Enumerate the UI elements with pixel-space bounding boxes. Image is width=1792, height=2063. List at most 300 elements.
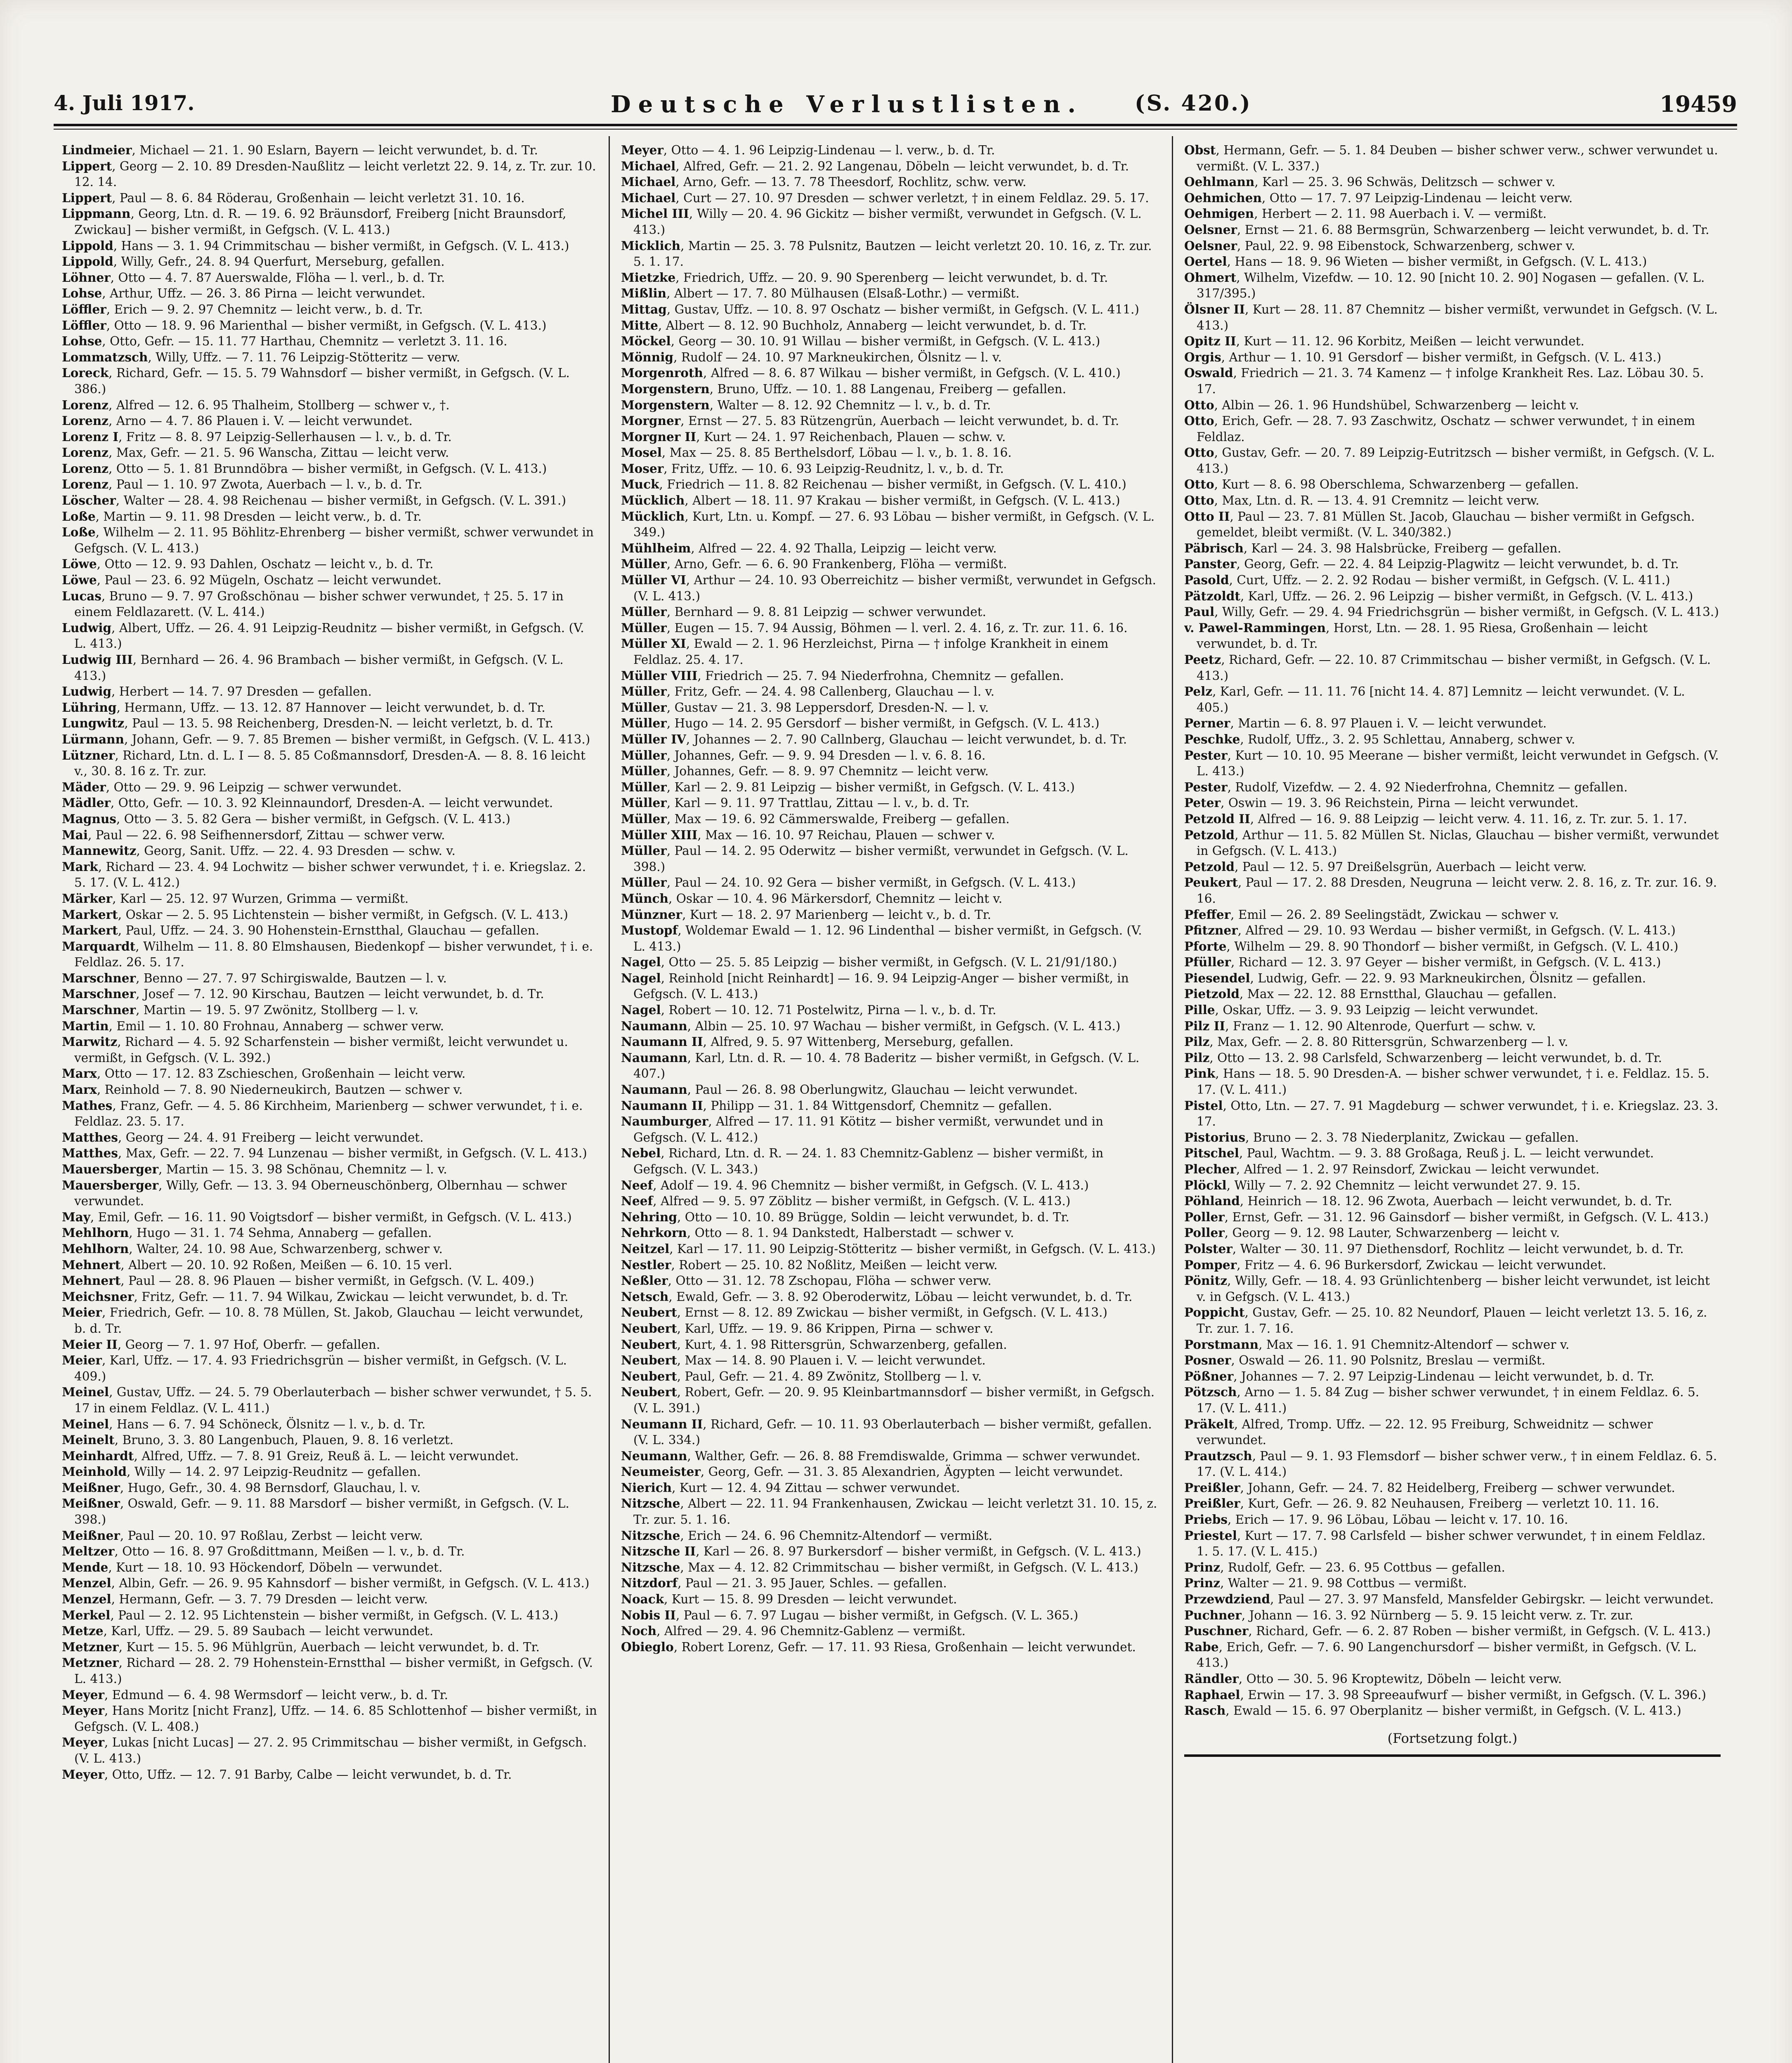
casualty-name: Marquardt <box>62 939 136 954</box>
casualty-entry: Ölsner II, Kurt — 28. 11. 87 Chemnitz — bisher vermißt, verwundet in Gefgsch. (V. L. 413.) <box>1184 302 1718 333</box>
casualty-name: Müller <box>621 620 667 635</box>
casualty-entry: Müller, Karl — 9. 11. 97 Trattlau, Zittau — l. v., b. d. Tr. <box>621 795 970 810</box>
casualty-entry: Otto II, Paul — 23. 7. 81 Müllen St. Jacob, Glauchau — bisher vermißt in Gefgsch. gemeldet, bleibt vermißt. (V. L. 340/382.) <box>1184 509 1695 540</box>
casualty-name: Matthes <box>62 1146 118 1161</box>
casualty-name: Nitzdorf <box>621 1576 678 1591</box>
casualty-name: Müller <box>621 700 667 715</box>
casualty-name: Mai <box>62 827 88 842</box>
casualty-entry: Löscher, Walter — 28. 4. 98 Reichenau — bisher vermißt, in Gefgsch. (V. L. 391.) <box>62 493 566 508</box>
casualty-name: Polster <box>1184 1241 1232 1256</box>
casualty-name: Petzold <box>1184 827 1235 842</box>
casualty-entry: Mannewitz, Georg, Sanit. Uffz. — 22. 4. 93 Dresden — schw. v. <box>62 843 456 858</box>
casualty-entry: Mitte, Albert — 8. 12. 90 Buchholz, Annaberg — leicht verwundet, b. d. Tr. <box>621 318 1087 333</box>
casualty-name: Loße <box>62 525 96 540</box>
casualty-name: Noack <box>621 1592 664 1607</box>
casualty-entry: Pätzoldt, Karl, Uffz. — 26. 2. 96 Leipzig — bisher vermißt, in Gefgsch. (V. L. 413.) <box>1184 588 1693 603</box>
casualty-name: Mehlhorn <box>62 1225 129 1240</box>
casualty-name: Neitzel <box>621 1241 670 1256</box>
casualty-name: Nagel <box>621 1003 661 1017</box>
casualty-name: Mehnert <box>62 1257 121 1272</box>
casualty-entry: Pötzsch, Arno — 1. 5. 84 Zug — bisher schwer verwundet, † in einem Feldlaz. 6. 5. 17. (V. L. 411.) <box>1184 1385 1700 1415</box>
casualty-entry: Neubert, Max — 14. 8. 90 Plauen i. V. — leicht verwundet. <box>621 1353 986 1368</box>
casualty-entry: Preißler, Johann, Gefr. — 24. 7. 82 Heidelberg, Freiberg — schwer verwundet. <box>1184 1480 1675 1495</box>
casualty-name: Marschner <box>62 987 136 1001</box>
casualty-entry: Neubert, Ernst — 8. 12. 89 Zwickau — bisher vermißt, in Gefgsch. (V. L. 413.) <box>621 1305 1107 1320</box>
casualty-name: Naumann <box>621 1018 687 1033</box>
casualty-name: Lorenz <box>62 477 109 492</box>
casualty-entry: Löhner, Otto — 4. 7. 87 Auerswalde, Flöha — l. verl., b. d. Tr. <box>62 270 445 285</box>
casualty-name: Neumann II <box>621 1416 703 1431</box>
casualty-name: Meinhardt <box>62 1448 134 1463</box>
casualty-name: Neubert <box>621 1337 677 1352</box>
header-rule-thin <box>54 129 1737 130</box>
casualty-entry: Mustopf, Woldemar Ewald — 1. 12. 96 Lindenthal — bisher vermißt, in Gefgsch. (V. L. 413.) <box>621 923 1142 954</box>
casualty-name: Marschner <box>62 1003 136 1017</box>
casualty-name: Pilz <box>1184 1034 1210 1049</box>
casualty-name: Peschke <box>1184 732 1240 746</box>
casualty-name: Neef <box>621 1178 653 1192</box>
casualty-name: Mehlhorn <box>62 1241 129 1256</box>
casualty-name: Löhner <box>62 270 111 285</box>
casualty-name: Pelz <box>1184 684 1213 699</box>
casualty-name: Pilz <box>1184 1050 1210 1065</box>
casualty-name: Otto <box>1184 397 1214 412</box>
casualty-name: Nehring <box>621 1209 678 1224</box>
casualty-name: Pink <box>1184 1066 1216 1081</box>
casualty-entry: Mehlhorn, Hugo — 31. 1. 74 Sehma, Annaberg — gefallen. <box>62 1225 432 1240</box>
casualty-name: Müller <box>621 843 667 858</box>
casualty-name: Posner <box>1184 1353 1231 1368</box>
casualty-name: Pößner <box>1184 1369 1234 1383</box>
casualty-name: Lorenz <box>62 413 109 428</box>
casualty-name: Pistorius <box>1184 1130 1246 1145</box>
casualty-entry: Müller, Johannes, Gefr. — 9. 9. 94 Dresden — l. v. 6. 8. 16. <box>621 748 986 762</box>
casualty-entry: Löwe, Paul — 23. 6. 92 Mügeln, Oschatz — leicht verwundet. <box>62 573 442 588</box>
column-1 <box>62 142 598 2063</box>
casualty-entry: Pester, Rudolf, Vizefdw. — 2. 4. 92 Niederfrohna, Chemnitz — gefallen. <box>1184 779 1628 794</box>
casualty-name: Mehnert <box>62 1273 121 1288</box>
casualty-name: Müller <box>621 811 667 826</box>
casualty-name: Netsch <box>621 1289 669 1304</box>
casualty-name: Naumann <box>621 1050 687 1065</box>
casualty-name: Pötzsch <box>1184 1385 1237 1400</box>
casualty-entry: Metzner, Kurt — 15. 5. 96 Mühlgrün, Auerbach — leicht verwundet, b. d. Tr. <box>62 1639 540 1654</box>
casualty-entry: Pönitz, Willy, Gefr. — 18. 4. 93 Grünlichtenberg — bisher leicht verwundet, ist leicht v. in Gefgsch. (V. L. 413.) <box>1184 1273 1710 1304</box>
casualty-name: Neumeister <box>621 1464 701 1479</box>
casualty-name: Neubert <box>621 1353 677 1368</box>
casualty-entry: Perner, Martin — 6. 8. 97 Plauen i. V. — leicht verwundet. <box>1184 716 1547 731</box>
casualty-name: Pester <box>1184 748 1228 762</box>
casualty-entry: Rasch, Ewald — 15. 6. 97 Oberplanitz — bisher vermißt, in Gefgsch. (V. L. 413.) <box>1184 1703 1681 1718</box>
casualty-entry: Mai, Paul — 22. 6. 98 Seifhennersdorf, Zittau — schwer verw. <box>62 827 445 842</box>
casualty-entry: Pistorius, Bruno — 2. 3. 78 Niederplanitz, Zwickau — gefallen. <box>1184 1130 1579 1145</box>
casualty-name: Oehmichen <box>1184 190 1262 205</box>
casualty-entry: Prinz, Rudolf, Gefr. — 23. 6. 95 Cottbus — gefallen. <box>1184 1560 1505 1574</box>
casualty-entry: Martin, Emil — 1. 10. 80 Frohnau, Annaberg — schwer verw. <box>62 1018 444 1033</box>
casualty-entry: Löffler, Erich — 9. 2. 97 Chemnitz — leicht verw., b. d. Tr. <box>62 302 423 316</box>
casualty-entry: Lorenz, Otto — 5. 1. 81 Brunndöbra — bisher vermißt, in Gefgsch. (V. L. 413.) <box>62 461 547 476</box>
casualty-entry: Rabe, Erich, Gefr. — 7. 6. 90 Langenchursdorf — bisher vermißt, in Gefgsch. (V. L. 413.) <box>1184 1639 1697 1670</box>
casualty-entry: Meier, Friedrich, Gefr. — 10. 8. 78 Müllen, St. Jakob, Glauchau — leicht verwundet, b. d. Tr. <box>62 1305 583 1336</box>
casualty-name: Obieglo <box>621 1639 674 1654</box>
casualty-entry: Peschke, Rudolf, Uffz., 3. 2. 95 Schlettau, Annaberg, schwer v. <box>1184 732 1575 746</box>
casualty-name: Nitzsche <box>621 1496 680 1511</box>
casualty-entry: Rändler, Otto — 30. 5. 96 Kroptewitz, Döbeln — leicht verw. <box>1184 1671 1562 1686</box>
casualty-entry: Morgenstern, Walter — 8. 12. 92 Chemnitz — l. v., b. d. Tr. <box>621 397 991 412</box>
casualty-entry: Meinelt, Bruno, 3. 3. 80 Langenbuch, Plauen, 9. 8. 16 verletzt. <box>62 1433 454 1447</box>
casualty-name: Mücklich <box>621 509 685 524</box>
casualty-entry: v. Pawel-Rammingen, Horst, Ltn. — 28. 1. 95 Riesa, Großenhain — leicht verwundet, b. d. Tr. <box>1184 620 1648 651</box>
casualty-name: Löwe <box>62 557 97 571</box>
casualty-entry: Neitzel, Karl — 17. 11. 90 Leipzig-Stötteritz — bisher vermißt, in Gefgsch. (V. L. 413.) <box>621 1241 1156 1256</box>
casualty-name: Müller IV <box>621 732 686 746</box>
casualty-entry: Naumburger, Alfred — 17. 11. 91 Kötitz — bisher vermißt, verwundet und in Gefgsch. (V. L. 412.) <box>621 1114 1103 1145</box>
casualty-name: Marwitz <box>62 1034 118 1049</box>
casualty-name: Merkel <box>62 1607 111 1622</box>
casualty-name: Morgner II <box>621 429 696 444</box>
casualty-name: Lippmann <box>62 206 131 221</box>
issue-date: 4. Juli 1917. <box>54 91 195 115</box>
casualty-name: Priebs <box>1184 1512 1228 1527</box>
casualty-entry: Orgis, Arthur — 1. 10. 91 Gersdorf — bisher vermißt, in Gefgsch. (V. L. 413.) <box>1184 349 1662 364</box>
casualty-entry: Oehmigen, Herbert — 2. 11. 98 Auerbach i. V. — vermißt. <box>1184 206 1547 221</box>
casualty-entry: Mücklich, Albert — 18. 11. 97 Krakau — bisher vermißt, in Gefgsch. (V. L. 413.) <box>621 493 1120 508</box>
casualty-name: Ohmert <box>1184 270 1237 285</box>
casualty-entry: Müller, Eugen — 15. 7. 94 Aussig, Böhmen — l. verl. 2. 4. 16, z. Tr. zur. 11. 6. 16. <box>621 620 1128 635</box>
casualty-entry: Müller, Fritz, Gefr. — 24. 4. 98 Callenberg, Glauchau — l. v. <box>621 684 995 699</box>
casualty-name: Ölsner II <box>1184 302 1245 316</box>
casualty-entry: Lippmann, Georg, Ltn. d. R. — 19. 6. 92 Bräunsdorf, Freiberg [nicht Braunsdorf, Zwickau] — bisher vermißt, in Gefgsch. (V. L. 413.) <box>62 206 567 237</box>
casualty-name: Ludwig III <box>62 652 133 667</box>
casualty-name: Pfüller <box>1184 955 1231 970</box>
casualty-name: Mark <box>62 859 98 874</box>
casualty-entry: Pilz II, Franz — 1. 12. 90 Altenrode, Querfurt — schw. v. <box>1184 1018 1536 1033</box>
casualty-entry: Müller, Gustav — 21. 3. 98 Leppersdorf, Dresden-N. — l. v. <box>621 700 989 715</box>
casualty-name: Nagel <box>621 955 661 970</box>
casualty-entry: Meyer, Otto — 4. 1. 96 Leipzig-Lindenau — l. verw., b. d. Tr. <box>621 143 995 157</box>
casualty-entry: Pasold, Curt, Uffz. — 2. 2. 92 Rodau — bisher vermißt, in Gefgsch. (V. L. 411.) <box>1184 573 1670 588</box>
casualty-name: Peukert <box>1184 875 1238 890</box>
casualty-name: Meltzer <box>62 1544 115 1559</box>
casualty-name: Lorenz <box>62 445 109 460</box>
casualty-name: Pilz II <box>1184 1018 1225 1033</box>
casualty-name: Meyer <box>62 1703 104 1718</box>
casualty-entry: Preißler, Kurt, Gefr. — 26. 9. 82 Neuhausen, Freiberg — verletzt 10. 11. 16. <box>1184 1496 1660 1511</box>
casualty-name: Müller <box>621 684 667 699</box>
casualty-entry: Plecher, Alfred — 1. 2. 97 Reinsdorf, Zwickau — leicht verwundet. <box>1184 1162 1600 1176</box>
casualty-entry: Neubert, Karl, Uffz. — 19. 9. 86 Krippen, Pirna — schwer v. <box>621 1321 994 1336</box>
casualty-entry: Merkel, Paul — 2. 12. 95 Lichtenstein — bisher vermißt, in Gefgsch. (V. L. 413.) <box>62 1607 559 1622</box>
casualty-name: Mittag <box>621 302 667 316</box>
casualty-entry: Müller, Johannes, Gefr. — 8. 9. 97 Chemnitz — leicht verw. <box>621 764 989 779</box>
casualty-entry: Obieglo, Robert Lorenz, Gefr. — 17. 11. 93 Riesa, Großenhain — leicht verwundet. <box>621 1639 1136 1654</box>
header-rule <box>54 124 1737 126</box>
casualty-name: Löscher <box>62 493 116 508</box>
casualty-name: Metzner <box>62 1655 119 1670</box>
casualty-entry: Marschner, Benno — 27. 7. 97 Schirgiswalde, Bautzen — l. v. <box>62 970 447 985</box>
casualty-name: Lützner <box>62 748 115 762</box>
casualty-entry: Müller, Max — 19. 6. 92 Cämmerswalde, Freiberg — gefallen. <box>621 811 1010 826</box>
casualty-entry: Meißner, Hugo, Gefr., 30. 4. 98 Bernsdorf, Glauchau, l. v. <box>62 1480 421 1495</box>
casualty-name: Petzold II <box>1184 811 1250 826</box>
casualty-name: Müller VIII <box>621 668 698 683</box>
casualty-name: Meinel <box>62 1385 109 1400</box>
casualty-entry: Poller, Georg — 9. 12. 98 Lauter, Schwarzenberg — leicht v. <box>1184 1225 1560 1240</box>
casualty-entry: Lippert, Georg — 2. 10. 89 Dresden-Naußlitz — leicht verletzt 22. 9. 14, z. Tr. zur. 10. 12. 14. <box>62 158 596 189</box>
casualty-entry: Puchner, Johann — 16. 3. 92 Nürnberg — 5. 9. 15 leicht verw. z. Tr. zur. <box>1184 1607 1634 1622</box>
casualty-name: Löwe <box>62 573 97 588</box>
casualty-name: Lürmann <box>62 732 124 746</box>
casualty-name: Przewdziend <box>1184 1592 1270 1607</box>
casualty-entry: Löffler, Otto — 18. 9. 96 Marienthal — bisher vermißt, in Gefgsch. (V. L. 413.) <box>62 318 547 333</box>
casualty-entry: Naumann II, Philipp — 31. 1. 84 Wittgensdorf, Chemnitz — gefallen. <box>621 1098 1052 1113</box>
casualty-entry: Nagel, Robert — 10. 12. 71 Postelwitz, Pirna — l. v., b. d. Tr. <box>621 1003 996 1017</box>
casualty-entry: Naumann, Albin — 25. 10. 97 Wachau — bisher vermißt, in Gefgsch. (V. L. 413.) <box>621 1018 1121 1033</box>
casualty-entry: Otto, Max, Ltn. d. R. — 13. 4. 91 Cremnitz — leicht verw. <box>1184 493 1539 508</box>
casualty-entry: Neubert, Kurt, 4. 1. 98 Rittersgrün, Schwarzenberg, gefallen. <box>621 1337 1007 1352</box>
casualty-entry: Prinz, Walter — 21. 9. 98 Cottbus — vermißt. <box>1184 1576 1467 1591</box>
casualty-name: Mauersberger <box>62 1178 159 1192</box>
casualty-entry: Morgenroth, Alfred — 8. 6. 87 Wilkau — bisher vermißt, in Gefgsch. (V. L. 410.) <box>621 366 1121 380</box>
casualty-name: Lorenz <box>62 397 109 412</box>
casualty-entry: Pester, Kurt — 10. 10. 95 Meerane — bisher vermißt, leicht verwundet in Gefgsch. (V. L. 413.) <box>1184 748 1719 779</box>
casualty-entry: Menzel, Hermann, Gefr. — 3. 7. 79 Dresden — leicht verw. <box>62 1592 428 1607</box>
casualty-entry: Meinel, Gustav, Uffz. — 24. 5. 79 Oberlauterbach — bisher schwer verwundet, † 5. 5. 17 in einem Feldlaz. (V. L. 411.) <box>62 1385 592 1415</box>
casualty-name: Metze <box>62 1624 104 1638</box>
casualty-entry: Mauersberger, Martin — 15. 3. 98 Schönau, Chemnitz — l. v. <box>62 1162 447 1176</box>
casualty-entry: Präkelt, Alfred, Tromp. Uffz. — 22. 12. 95 Freiburg, Schweidnitz — schwer verwundet. <box>1184 1416 1653 1447</box>
casualty-name: Müller XIII <box>621 827 698 842</box>
casualty-name: Michael <box>621 175 676 189</box>
casualty-name: Pistel <box>1184 1098 1223 1113</box>
casualty-entry: Neumann, Walther, Gefr. — 26. 8. 88 Fremdiswalde, Grimma — schwer verwundet. <box>621 1448 1140 1463</box>
casualty-entry: Poppicht, Gustav, Gefr. — 25. 10. 82 Neundorf, Plauen — leicht verletzt 13. 5. 16, z. Tr. zur. 1. 7. 16. <box>1184 1305 1707 1336</box>
casualty-entry: Lungwitz, Paul — 13. 5. 98 Reichenberg, Dresden-N. — leicht verletzt, b. d. Tr. <box>62 716 554 731</box>
casualty-entry: Mehlhorn, Walter, 24. 10. 98 Aue, Schwarzenberg, schwer v. <box>62 1241 443 1256</box>
casualty-entry: Loße, Martin — 9. 11. 98 Dresden — leicht verw., b. d. Tr. <box>62 509 422 524</box>
casualty-name: Oertel <box>1184 254 1227 269</box>
casualty-entry: Müller, Paul — 24. 10. 92 Gera — bisher vermißt, in Gefgsch. (V. L. 413.) <box>621 875 1076 890</box>
casualty-entry: Pink, Hans — 18. 5. 90 Dresden-A. — bisher schwer verwundet, † i. e. Feldlaz. 15. 5. 17. (V. L. 411.) <box>1184 1066 1709 1097</box>
casualty-entry: Pistel, Otto, Ltn. — 27. 7. 91 Magdeburg — schwer verwundet, † i. e. Kriegslaz. 23. 3. 17. <box>1184 1098 1719 1129</box>
casualty-name: Mäder <box>62 779 106 794</box>
casualty-name: Ludwig <box>62 684 112 699</box>
casualty-name: Nitzsche <box>621 1560 680 1574</box>
casualty-name: Markert <box>62 907 118 922</box>
casualty-name: Naumburger <box>621 1114 708 1129</box>
casualty-entry: Märker, Karl — 25. 12. 97 Wurzen, Grimma — vermißt. <box>62 891 409 906</box>
casualty-entry: Lippold, Willy, Gefr., 24. 8. 94 Querfurt, Merseburg, gefallen. <box>62 254 445 269</box>
casualty-name: Nierich <box>621 1480 672 1495</box>
casualty-name: Meißner <box>62 1496 120 1511</box>
casualty-name: Märker <box>62 891 113 906</box>
casualty-entry: Loreck, Richard, Gefr. — 15. 5. 79 Wahnsdorf — bisher vermißt, in Gefgsch. (V. L. 386.) <box>62 366 570 396</box>
casualty-entry: May, Emil, Gefr. — 16. 11. 90 Voigtsdorf — bisher vermißt, in Gefgsch. (V. L. 413.) <box>62 1209 572 1224</box>
casualty-entry: Meyer, Edmund — 6. 4. 98 Wermsdorf — leicht verw., b. d. Tr. <box>62 1687 449 1702</box>
casualty-entry: Mietzke, Friedrich, Uffz. — 20. 9. 90 Sperenberg — leicht verwundet, b. d. Tr. <box>621 270 1108 285</box>
casualty-entry: Michael, Curt — 27. 10. 97 Dresden — schwer verletzt, † in einem Feldlaz. 29. 5. 17. <box>621 190 1149 205</box>
casualty-entry: Peukert, Paul — 17. 2. 88 Dresden, Neugruna — leicht verw. 2. 8. 16, z. Tr. zur. 16. 9. 16. <box>1184 875 1717 906</box>
casualty-entry: Lorenz, Arno — 4. 7. 86 Plauen i. V. — leicht verwundet. <box>62 413 413 428</box>
casualty-name: Meinhold <box>62 1464 127 1479</box>
casualty-entry: Neubert, Paul, Gefr. — 21. 4. 89 Zwönitz, Stollberg — l. v. <box>621 1369 982 1383</box>
casualty-entry: Meyer, Lukas [nicht Lucas] — 27. 2. 95 Crimmitschau — bisher vermißt, in Gefgsch. (V. L. 413.) <box>62 1735 587 1766</box>
casualty-name: Mathes <box>62 1098 113 1113</box>
page-number: 19459 <box>1660 91 1737 117</box>
casualty-entry: Pilz, Otto — 13. 2. 98 Carlsfeld, Schwarzenberg — leicht verwundet, b. d. Tr. <box>1184 1050 1662 1065</box>
casualty-name: Ludwig <box>62 620 112 635</box>
casualty-entry: Mädler, Otto, Gefr. — 10. 3. 92 Kleinnaundorf, Dresden-A. — leicht verwundet. <box>62 795 553 810</box>
casualty-entry: Raphael, Erwin — 17. 3. 98 Spreeaufwurf — bisher vermißt, in Gefgsch. (V. L. 396.) <box>1184 1687 1707 1702</box>
casualty-entry: Polster, Walter — 30. 11. 97 Diethensdorf, Rochlitz — leicht verwundet, b. d. Tr. <box>1184 1241 1684 1256</box>
casualty-name: Meißner <box>62 1480 120 1495</box>
casualty-name: Pönitz <box>1184 1273 1228 1288</box>
casualty-name: Marx <box>62 1066 97 1081</box>
casualty-name: Pille <box>1184 1003 1215 1017</box>
casualty-name: Meyer <box>62 1735 104 1750</box>
casualty-name: Lippold <box>62 238 113 253</box>
casualty-entry: Petzold II, Alfred — 16. 9. 88 Leipzig — leicht verw. 4. 11. 16, z. Tr. zur. 5. 1. 17. <box>1184 811 1687 826</box>
casualty-name: Lucas <box>62 588 102 603</box>
casualty-entry: Posner, Oswald — 26. 11. 90 Polsnitz, Breslau — vermißt. <box>1184 1353 1546 1368</box>
casualty-entry: Markert, Paul, Uffz. — 24. 3. 90 Hohenstein-Ernstthal, Glauchau — gefallen. <box>62 923 540 938</box>
casualty-entry: Lippert, Paul — 8. 6. 84 Röderau, Großenhain — leicht verletzt 31. 10. 16. <box>62 190 525 205</box>
casualty-name: Meinelt <box>62 1433 115 1447</box>
casualty-name: Lorenz <box>62 461 109 476</box>
casualty-name: Muck <box>621 477 659 492</box>
casualty-name: Preißler <box>1184 1496 1240 1511</box>
casualty-name: Otto II <box>1184 509 1230 524</box>
casualty-entry: Mauersberger, Willy, Gefr. — 13. 3. 94 Oberneuschönberg, Olbernhau — schwer verwundet. <box>62 1178 567 1209</box>
casualty-name: Nestler <box>621 1257 671 1272</box>
casualty-name: Mauersberger <box>62 1162 159 1176</box>
casualty-name: Loße <box>62 509 96 524</box>
casualty-name: Perner <box>1184 716 1230 731</box>
casualty-entry: Michael, Alfred, Gefr. — 21. 2. 92 Langenau, Döbeln — leicht verwundet, b. d. Tr. <box>621 158 1129 173</box>
casualty-entry: Pöhland, Heinrich — 18. 12. 96 Zwota, Auerbach — leicht verwundet, b. d. Tr. <box>1184 1194 1672 1209</box>
casualty-entry: Mönnig, Rudolf — 24. 10. 97 Markneukirchen, Ölsnitz — l. v. <box>621 349 1002 364</box>
casualty-entry: Pfitzner, Alfred — 29. 10. 93 Werdau — bisher vermißt, in Gefgsch. (V. L. 413.) <box>1184 923 1676 938</box>
casualty-entry: Müller VI, Arthur — 24. 10. 93 Oberreichitz — bisher vermißt, verwundet in Gefgsch. (V. L. 413.) <box>621 573 1156 603</box>
casualty-entry: Nitzsche II, Karl — 26. 8. 97 Burkersdorf — bisher vermißt, in Gefgsch. (V. L. 413.) <box>621 1544 1141 1559</box>
casualty-entry: Päbrisch, Karl — 24. 3. 98 Halsbrücke, Freiberg — gefallen. <box>1184 541 1561 555</box>
casualty-entry: Nobis II, Paul — 6. 7. 97 Lugau — bisher vermißt, in Gefgsch. (V. L. 365.) <box>621 1607 1079 1622</box>
casualty-name: May <box>62 1209 90 1224</box>
casualty-entry: Naumann II, Alfred, 9. 5. 97 Wittenberg, Merseburg, gefallen. <box>621 1034 1014 1049</box>
casualty-name: Mustopf <box>621 923 678 938</box>
casualty-entry: Müller XI, Ewald — 2. 1. 96 Herzleichst, Pirna — † infolge Krankheit in einem Feldlaz. 25. 4. 17. <box>621 636 1109 667</box>
casualty-entry: Möckel, Georg — 30. 10. 91 Willau — bisher vermißt, in Gefgsch. (V. L. 413.) <box>621 334 1100 349</box>
casualty-name: Meyer <box>62 1767 104 1782</box>
casualty-entry: Metzner, Richard — 28. 2. 79 Hohenstein-Ernstthal — bisher vermißt, in Gefgsch. (V. L. 413.) <box>62 1655 593 1686</box>
casualty-entry: Noch, Alfred — 29. 4. 96 Chemnitz-Gablenz — vermißt. <box>621 1624 966 1638</box>
casualty-name: Müller <box>621 764 667 779</box>
casualty-entry: Müller, Paul — 14. 2. 95 Oderwitz — bisher vermißt, verwundet in Gefgsch. (V. L. 398.) <box>621 843 1129 874</box>
casualty-entry: Nierich, Kurt — 12. 4. 94 Zittau — schwer verwundet. <box>621 1480 960 1495</box>
casualty-name: Morgenstern <box>621 381 710 396</box>
casualty-entry: Neumann II, Richard, Gefr. — 10. 11. 93 Oberlauterbach — bisher vermißt, gefallen. (V. L. 334.) <box>621 1416 1152 1447</box>
casualty-entry: Lohse, Otto, Gefr. — 15. 11. 77 Harthau, Chemnitz — verletzt 3. 11. 16. <box>62 334 508 349</box>
casualty-name: Pietzold <box>1184 987 1240 1001</box>
column-3-entries <box>1184 142 1721 1719</box>
casualty-entry: Netsch, Ewald, Gefr. — 3. 8. 92 Oberoderwitz, Löbau — leicht verwundet, b. d. Tr. <box>621 1289 1133 1304</box>
casualty-entry: Metze, Karl, Uffz. — 29. 5. 89 Saubach — leicht verwundet. <box>62 1624 434 1638</box>
casualty-entry: Lorenz, Alfred — 12. 6. 95 Thalheim, Stollberg — schwer v., †. <box>62 397 450 412</box>
casualty-name: Markert <box>62 923 118 938</box>
casualty-name: Rasch <box>1184 1703 1226 1718</box>
casualty-entry: Pille, Oskar, Uffz. — 3. 9. 93 Leipzig — leicht verwundet. <box>1184 1003 1539 1017</box>
casualty-name: Neumann <box>621 1448 687 1463</box>
casualty-name: Rändler <box>1184 1671 1239 1686</box>
casualty-entry: Noack, Kurt — 15. 8. 99 Dresden — leicht verwundet. <box>621 1592 957 1607</box>
casualty-name: Löffler <box>62 302 106 316</box>
casualty-entry: Poller, Ernst, Gefr. — 31. 12. 96 Gainsdorf — bisher vermißt, in Gefgsch. (V. L. 413.) <box>1184 1209 1709 1224</box>
casualty-name: Lohse <box>62 334 102 349</box>
casualty-name: Pätzoldt <box>1184 588 1241 603</box>
continuation-note: (Fortsetzung folgt.) <box>1387 1730 1518 1746</box>
casualty-entry: Müller XIII, Max — 16. 10. 97 Reichau, Plauen — schwer v. <box>621 827 995 842</box>
casualty-entry: Neßler, Otto — 31. 12. 78 Zschopau, Flöha — schwer verw. <box>621 1273 992 1288</box>
casualty-entry: Panster, Georg, Gefr. — 22. 4. 84 Leipzig-Plagwitz — leicht verwundet, b. d. Tr. <box>1184 557 1679 571</box>
casualty-entry: Müller, Hugo — 14. 2. 95 Gersdorf — bisher vermißt, in Gefgsch. (V. L. 413.) <box>621 716 1100 731</box>
casualty-name: Müller <box>621 875 667 890</box>
casualty-name: Mücklich <box>621 493 685 508</box>
casualty-entry: Nehring, Otto — 10. 10. 89 Brügge, Soldin — leicht verwundet, b. d. Tr. <box>621 1209 1070 1224</box>
casualty-entry: Nitzsche, Albert — 22. 11. 94 Frankenhausen, Zwickau — leicht verletzt 31. 10. 15, z. Tr. zur. 5. 1. 16. <box>621 1496 1157 1527</box>
casualty-name: Neßler <box>621 1273 668 1288</box>
casualty-name: Magnus <box>62 811 116 826</box>
casualty-name: Mitte <box>621 318 658 333</box>
casualty-name: Nobis II <box>621 1607 676 1622</box>
casualty-entry: Marschner, Martin — 19. 5. 97 Zwönitz, Stollberg — l. v. <box>62 1003 419 1017</box>
casualty-entry: Mücklich, Kurt, Ltn. u. Kompf. — 27. 6. 93 Löbau — bisher vermißt, in Gefgsch. (V. L. 349.) <box>621 509 1155 540</box>
casualty-entry: Loße, Wilhelm — 2. 11. 95 Böhlitz-Ehrenberg — bisher vermißt, schwer verwundet in Gefgsch. (V. L. 413.) <box>62 525 594 555</box>
casualty-name: Preißler <box>1184 1480 1240 1495</box>
casualty-name: Löffler <box>62 318 106 333</box>
casualty-entry: Müller, Arno, Gefr. — 6. 6. 90 Frankenberg, Flöha — vermißt. <box>621 557 1007 571</box>
casualty-entry: Naumann, Paul — 26. 8. 98 Oberlungwitz, Glauchau — leicht verwundet. <box>621 1082 1078 1097</box>
casualty-entry: Mühlheim, Alfred — 22. 4. 92 Thalla, Leipzig — leicht verw. <box>621 541 997 555</box>
casualty-entry: Prautzsch, Paul — 9. 1. 93 Flemsdorf — bisher schwer verw., † in einem Feldlaz. 6. 5. 17. (V. L. 414.) <box>1184 1448 1717 1479</box>
casualty-name: Nitzsche <box>621 1528 680 1543</box>
publication-title: Deutsche Verlustlisten. <box>611 91 1083 118</box>
casualty-name: Pfeffer <box>1184 907 1231 922</box>
casualty-name: Orgis <box>1184 349 1221 364</box>
casualty-entry: Lützner, Richard, Ltn. d. L. I — 8. 5. 85 Coßmannsdorf, Dresden-A. — 8. 8. 16 leicht v., 30. 8. 16 z. Tr. zur. <box>62 748 586 779</box>
casualty-name: Naumann <box>621 1082 687 1097</box>
casualty-name: Müller <box>621 604 667 619</box>
casualty-name: Matthes <box>62 1130 118 1145</box>
casualty-entry: Marquardt, Wilhelm — 11. 8. 80 Elmshausen, Biedenkopf — bisher verwundet, † i. e. Feldlaz. 26. 5. 17. <box>62 939 593 970</box>
casualty-entry: Michael, Arno, Gefr. — 13. 7. 78 Theesdorf, Rochlitz, schw. verw. <box>621 175 1027 189</box>
casualty-entry: Mittag, Gustav, Uffz. — 10. 8. 97 Oschatz — bisher vermißt, in Gefgsch. (V. L. 411.) <box>621 302 1139 316</box>
casualty-entry: Opitz II, Kurt — 11. 12. 96 Korbitz, Meißen — leicht verwundet. <box>1184 334 1584 349</box>
casualty-name: Nitzsche II <box>621 1544 696 1559</box>
casualty-name: Lommatzsch <box>62 349 148 364</box>
casualty-entry: Meinhardt, Alfred, Uffz. — 7. 8. 91 Greiz, Reuß ä. L. — leicht verwundet. <box>62 1448 519 1463</box>
casualty-name: Oehmigen <box>1184 206 1254 221</box>
casualty-entry: Nestler, Robert — 25. 10. 82 Noßlitz, Meißen — leicht verw. <box>621 1257 998 1272</box>
casualty-name: Lühring <box>62 700 117 715</box>
casualty-name: Neef <box>621 1194 653 1209</box>
casualty-name: v. Pawel-Rammingen <box>1184 620 1326 635</box>
casualty-name: Pasold <box>1184 573 1229 588</box>
casualty-name: Peetz <box>1184 652 1221 667</box>
casualty-name: Michel III <box>621 206 689 221</box>
casualty-name: Müller VI <box>621 573 686 588</box>
casualty-name: Müller XI <box>621 636 686 651</box>
casualty-name: Münzner <box>621 907 682 922</box>
